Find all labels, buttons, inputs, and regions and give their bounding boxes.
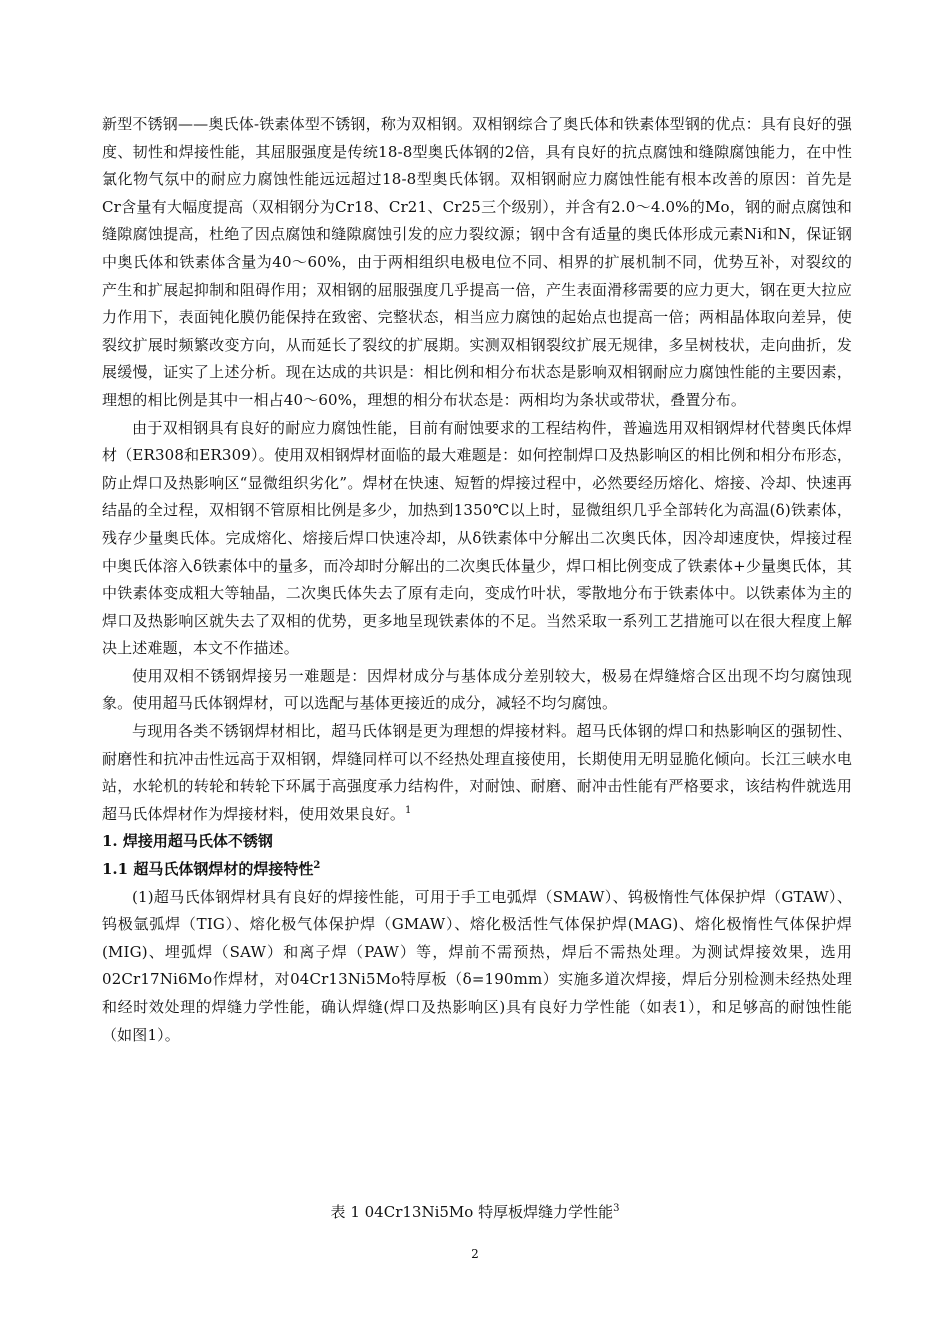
section-heading-1: 1. 焊接用超马氏体不锈钢 — [102, 832, 273, 851]
paragraph-5: (1)超马氏体钢焊材具有良好的焊接性能，可用于手工电弧焊（SMAW）、钨极惰性气体保护焊（GTAW）、钨极氩弧焊（TIG）、熔化极气体保护焊（GMAW）、熔化极活性气体保护焊(MAG)、熔化极惰性气体保护焊(MIG)、埋弧焊（SAW）和离子焊（PAW）等，焊前不需预热，焊后不需热处理。为测试焊接效果，选用02Cr17Ni6Mo作焊材，对04Cr13Ni5Mo特厚板（δ=190mm）实施多道次焊接，焊后分别检测未经热处理和经时效处理的焊缝力学性能，确认焊缝(焊口及热影响区)具有良好力学性能（如表1），和足够高的耐蚀性能（如图1）。 — [102, 887, 852, 1044]
footnote-ref-2: 2 — [313, 860, 321, 872]
footnote-ref-1: 1 — [405, 804, 412, 816]
footnote-ref-3: 3 — [613, 1203, 620, 1214]
paragraph-3: 使用双相不锈钢焊接另一难题是：因焊材成分与基体成分差别较大，极易在焊缝熔合区出现不均匀腐蚀现象。使用超马氏体钢焊材，可以选配与基体更接近的成分，减轻不均匀腐蚀。 — [102, 666, 852, 713]
table-caption-text: 表 1 04Cr13Ni5Mo 特厚板焊缝力学性能 — [330, 1203, 614, 1221]
paragraph-4-text: 与现用各类不锈钢焊材相比，超马氏体钢是更为理想的焊接材料。超马氏体钢的焊口和热影响区的强韧性、耐磨性和抗冲击性远高于双相钢，焊缝同样可以不经热处理直接使用，长期使用无明显脆化倾向。长江三峡水电站，水轮机的转轮和转轮下环属于高强度承力结构件，对耐蚀、耐磨、耐冲击性能有严格要求，该结构件就选用超马氏体焊材作为焊接材料，使用效果良好。 — [102, 722, 852, 823]
paragraph-4 — [102, 718, 852, 828]
paragraph-1: 新型不锈钢——奥氏体-铁素体型不锈钢，称为双相钢。双相钢综合了奥氏体和铁素体型钢的优点：具有良好的强度、韧性和焊接性能，其屈服强度是传统18-8型奥氏体钢的2倍，具有良好的抗点腐蚀和缝隙腐蚀能力，在中性氯化物气氛中的耐应力腐蚀性能远远超过18-8型奥氏体钢。双相钢耐应力腐蚀性能有根本改善的原因：首先是Cr含量有大幅度提高（双相钢分为Cr18、Cr21、Cr25三个级别），并含有2.0～4.0%的Mo，钢的耐点腐蚀和缝隙腐蚀提高，杜绝了因点腐蚀和缝隙腐蚀引发的应力裂纹源；钢中含有适量的奥氏体形成元素Ni和N，保证钢中奥氏体和铁素体含量为40～60%，由于两相组织电极电位不同、相界的扩展机制不同，优势互补，对裂纹的产生和扩展起抑制和阻碍作用；双相钢的屈服强度几乎提高一倍，产生表面滑移需要的应力更大，钢在更大拉应力作用下，表面钝化膜仍能保持在致密、完整状态，相当应力腐蚀的起始点也提高一倍；两相晶体取向差异，使裂纹扩展时频繁改变方向，从而延长了裂纹的扩展期。实测双相钢裂纹扩展无规律，多呈树枝状，走向曲折，发展缓慢，证实了上述分析。现在达成的共识是：相比例和相分布状态是影响双相钢耐应力腐蚀性能的主要因素，理想的相比例是其中一相占40～60%，理想的相分布状态是：两相均为条状或带状，叠置分布。 — [102, 115, 852, 409]
page-number: 2 — [471, 1247, 479, 1261]
table-caption — [0, 1200, 950, 1224]
body-text — [102, 111, 852, 1049]
section-heading-1-1-text: 1.1 超马氏体钢焊材的焊接特性 — [102, 860, 314, 879]
paragraph-2: 由于双相钢具有良好的耐应力腐蚀性能，目前有耐蚀要求的工程结构件，普遍选用双相钢焊材代替奥氏体焊材（ER308和ER309）。使用双相钢焊材面临的最大难题是：如何控制焊口及热影响区的相比例和相分布形态，防止焊口及热影响区“显微组织劣化”。焊材在快速、短暂的焊接过程中，必然要经历熔化、熔接、冷却、快速再结晶的全过程，双相钢不管原相比例是多少，加热到1350℃以上时，显微组织几乎全部转化为高温(δ)铁素体，残存少量奥氏体。完成熔化、熔接后焊口快速冷却，从δ铁素体中分解出二次奥氏体，因冷却速度快，焊接过程中奥氏体溶入δ铁素体中的量多，而冷却时分解出的二次奥氏体量少，焊口相比例变成了铁素体+少量奥氏体，其中铁素体变成粗大等轴晶，二次奥氏体失去了原有走向，变成竹叶状，零散地分布于铁素体中。以铁素体为主的焊口及热影响区就失去了双相的优势，更多地呈现铁素体的不足。当然采取一系列工艺措施可以在很大程度上解决上述难题，本文不作描述。 — [102, 418, 852, 658]
section-heading-1-1 — [102, 856, 852, 884]
